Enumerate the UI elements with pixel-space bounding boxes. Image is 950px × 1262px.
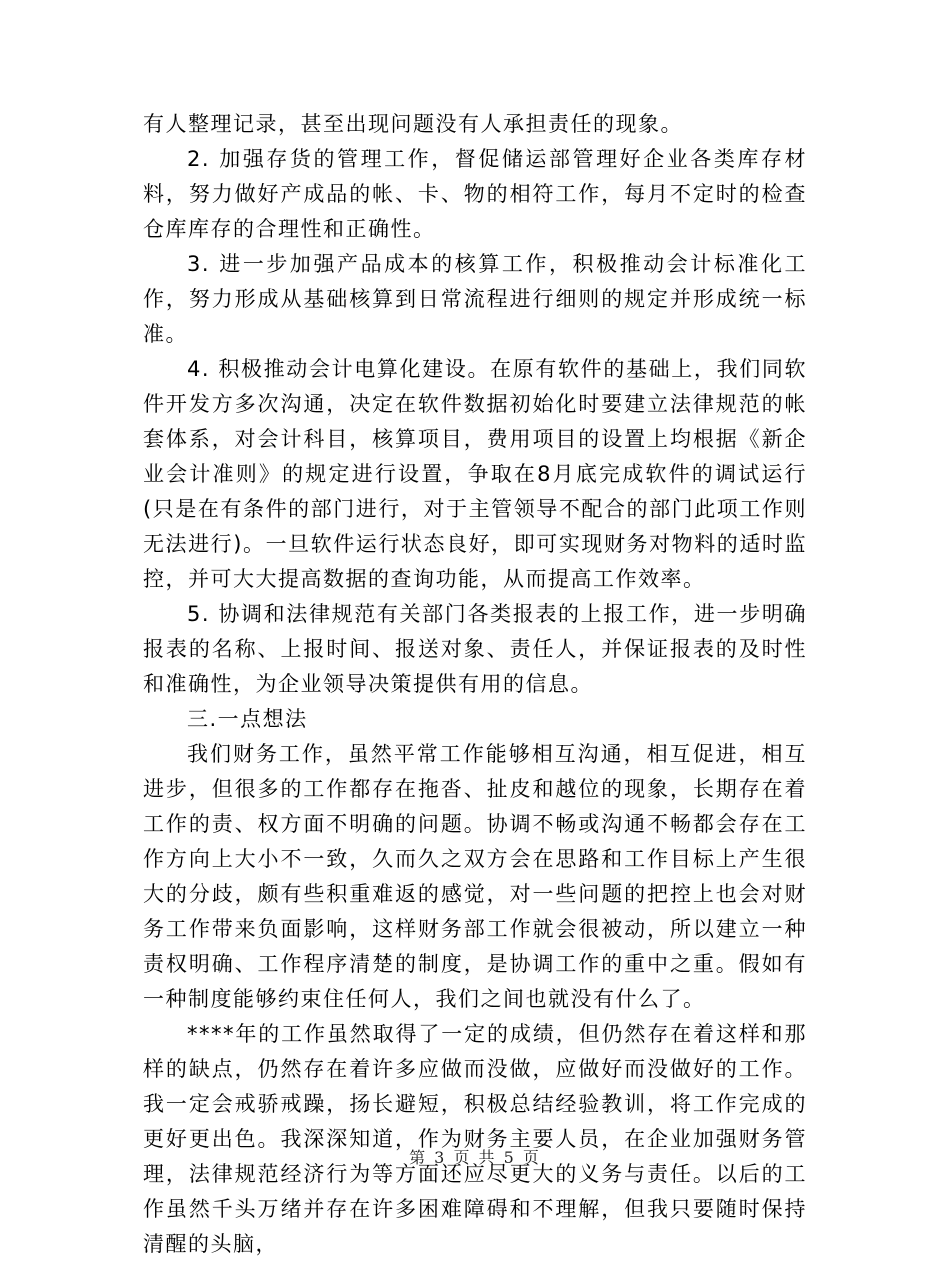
paragraph-item-2: 2. 加强存货的管理工作，督促储运部管理好企业各类库存材料，努力做好产成品的帐、卡、物的相符工作，每月不定时的检查仓库库存的合理性和正确性。	[143, 147, 807, 241]
page-footer	[0, 1145, 950, 1168]
paragraph-item-4: 4. 积极推动会计电算化建设。在原有软件的基础上，我们同软件开发方多次沟通，决定在软件数据初始化时要建立法律规范的帐套体系，对会计科目，核算项目，费用项目的设置上均根据《新企业会计准则》的规定进行设置，争取在8月底完成软件的调试运行(只是在有条件的部门进行，对于主管领导不配合的部门此项工作则无法进行)。一旦软件运行状态良好，即可实现财务对物料的适时监控，并可大大提高数据的查询功能，从而提高工作效率。	[143, 357, 807, 591]
paragraph-conclusion: ****年的工作虽然取得了一定的成绩，但仍然存在着这样和那样的缺点，仍然存在着许多应做而没做，应做好而没做好的工作。我一定会戒骄戒躁，扬长避短，积极总结经验教训，将工作完成的更好更出色。我深深知道，作为财务主要人员，在企业加强财务管理，法律规范经济行为等方面还应尽更大的义务与责任。以后的工作虽然千头万绪并存在许多困难障碍和不理解，但我只要随时保持清醒的头脑，	[143, 1022, 807, 1256]
paragraph-continuation: 有人整理记录，甚至出现问题没有人承担责任的现象。	[143, 112, 683, 136]
paragraph-thoughts: 我们财务工作，虽然平常工作能够相互沟通，相互促进，相互进步，但很多的工作都存在拖沓、扯皮和越位的现象，长期存在着工作的责、权方面不明确的问题。协调不畅或沟通不畅都会存在工作方向上大小不一致，久而久之双方会在思路和工作目标上产生很大的分歧，颇有些积重难返的感觉，对一些问题的把控上也会对财务工作带来负面影响，这样财务部工作就会很被动，所以建立一种责权明确、工作程序清楚的制度，是协调工作的重中之重。假如有一种制度能够约束住任何人，我们之间也就没有什么了。	[143, 742, 807, 1011]
page-number-label: 第 3 页 共 5 页	[409, 1148, 541, 1167]
paragraph-item-3: 3. 进一步加强产品成本的核算工作，积极推动会计标准化工作，努力形成从基础核算到日常流程进行细则的规定并形成统一标准。	[143, 252, 807, 346]
paragraph-item-5: 5. 协调和法律规范有关部门各类报表的上报工作，进一步明确报表的名称、上报时间、报送对象、责任人，并保证报表的及时性和准确性，为企业领导决策提供有用的信息。	[143, 602, 807, 696]
section-heading-thoughts: 三.一点想法	[187, 707, 308, 731]
document-body	[143, 107, 807, 1262]
